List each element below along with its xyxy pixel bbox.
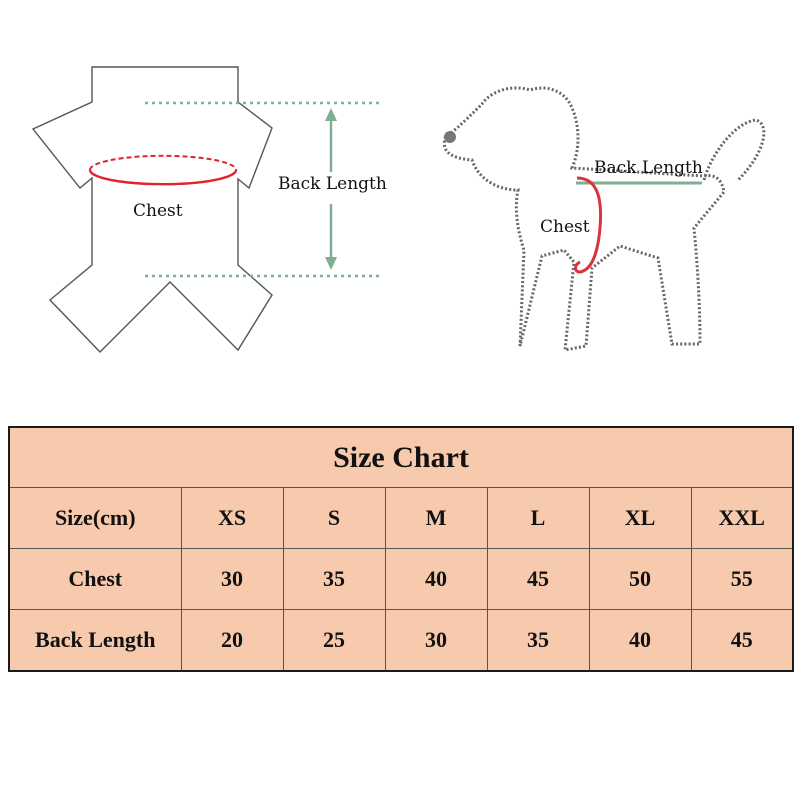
value-cell: 30 [181, 549, 283, 610]
garment-back-length-label: Back Length [278, 174, 387, 194]
size-chart-title-row [9, 427, 793, 488]
value-cell: 35 [487, 610, 589, 672]
back-length-row [9, 610, 793, 672]
size-cell: L [487, 488, 589, 549]
size-unit-header: Size(cm) [9, 488, 181, 549]
size-cell: XL [589, 488, 691, 549]
size-chart-table [8, 426, 794, 672]
value-cell: 30 [385, 610, 487, 672]
value-cell: 50 [589, 549, 691, 610]
size-cell: S [283, 488, 385, 549]
row-label: Back Length [9, 610, 181, 672]
size-cell: XXL [691, 488, 793, 549]
garment-chest-label: Chest [133, 201, 183, 221]
chest-row [9, 549, 793, 610]
value-cell: 45 [487, 549, 589, 610]
size-header-row [9, 488, 793, 549]
dog-outline [444, 88, 764, 350]
dog-nose [444, 131, 456, 143]
value-cell: 45 [691, 610, 793, 672]
value-cell: 55 [691, 549, 793, 610]
size-cell: M [385, 488, 487, 549]
size-cell: XS [181, 488, 283, 549]
value-cell: 40 [385, 549, 487, 610]
value-cell: 35 [283, 549, 385, 610]
value-cell: 20 [181, 610, 283, 672]
dog-chest-label: Chest [540, 217, 590, 237]
value-cell: 25 [283, 610, 385, 672]
value-cell: 40 [589, 610, 691, 672]
dog-back-length-label: Back Length [594, 158, 703, 178]
row-label: Chest [9, 549, 181, 610]
size-chart-title: Size Chart [9, 427, 793, 488]
